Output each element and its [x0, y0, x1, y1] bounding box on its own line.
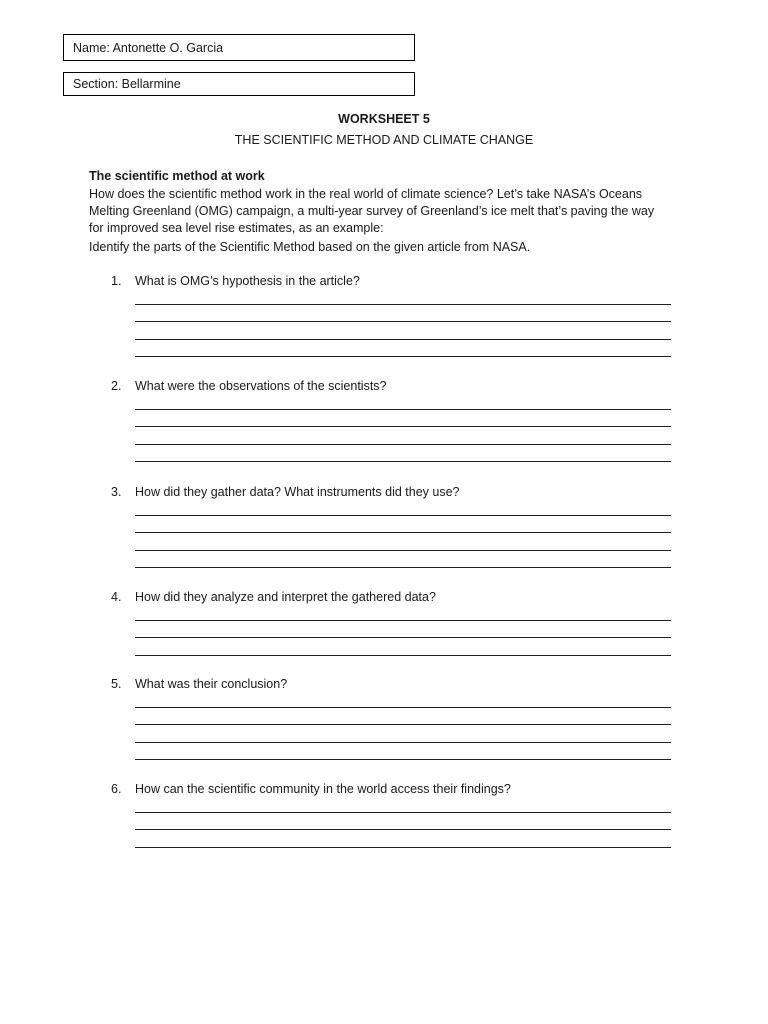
intro-paragraph: [89, 186, 689, 237]
intro-heading: The scientific method at work: [89, 169, 265, 183]
question-number: 1.: [111, 274, 122, 288]
question-number: 2.: [111, 379, 122, 393]
answer-line[interactable]: [135, 829, 671, 830]
answer-line[interactable]: [135, 444, 671, 445]
answer-line[interactable]: [135, 655, 671, 656]
answer-line[interactable]: [135, 742, 671, 743]
question-text: How can the scientific community in the world access their findings?: [135, 782, 511, 796]
question-text: How did they gather data? What instruments did they use?: [135, 485, 460, 499]
question-number: 6.: [111, 782, 122, 796]
intro-line: for improved sea level rise estimates, as an example:: [89, 221, 384, 235]
name-field[interactable]: [63, 34, 415, 61]
answer-line[interactable]: [135, 461, 671, 462]
worksheet-subtitle: THE SCIENTIFIC METHOD AND CLIMATE CHANGE: [234, 133, 534, 147]
answer-line[interactable]: [135, 515, 671, 516]
answer-line[interactable]: [135, 637, 671, 638]
section-label: Section: Bellarmine: [73, 77, 181, 91]
intro-line: How does the scientific method work in the real world of climate science? Let’s take NASA’s Oceans: [89, 187, 643, 201]
question-number: 4.: [111, 590, 122, 604]
answer-line[interactable]: [135, 321, 671, 322]
question-text: What was their conclusion?: [135, 677, 288, 691]
worksheet-title: WORKSHEET 5: [338, 112, 430, 126]
answer-line[interactable]: [135, 620, 671, 621]
answer-line[interactable]: [135, 409, 671, 410]
answer-line[interactable]: [135, 356, 671, 357]
answer-line[interactable]: [135, 759, 671, 760]
intro-instruction: Identify the parts of the Scientific Method based on the given article from NASA.: [89, 240, 531, 254]
answer-line[interactable]: [135, 304, 671, 305]
answer-line[interactable]: [135, 847, 671, 848]
question-text: What were the observations of the scientists?: [135, 379, 387, 393]
question-text: How did they analyze and interpret the gathered data?: [135, 590, 436, 604]
question-number: 5.: [111, 677, 122, 691]
section-field[interactable]: [63, 72, 415, 96]
question-text: What is OMG’s hypothesis in the article?: [135, 274, 360, 288]
question-number: 3.: [111, 485, 122, 499]
answer-line[interactable]: [135, 339, 671, 340]
answer-line[interactable]: [135, 812, 671, 813]
answer-line[interactable]: [135, 724, 671, 725]
answer-line[interactable]: [135, 550, 671, 551]
intro-line: Melting Greenland (OMG) campaign, a multi-year survey of Greenland’s ice melt that’s paving the way: [89, 204, 655, 218]
answer-line[interactable]: [135, 707, 671, 708]
answer-line[interactable]: [135, 426, 671, 427]
answer-line[interactable]: [135, 532, 671, 533]
answer-line[interactable]: [135, 567, 671, 568]
name-label: Name: Antonette O. Garcia: [73, 40, 224, 55]
